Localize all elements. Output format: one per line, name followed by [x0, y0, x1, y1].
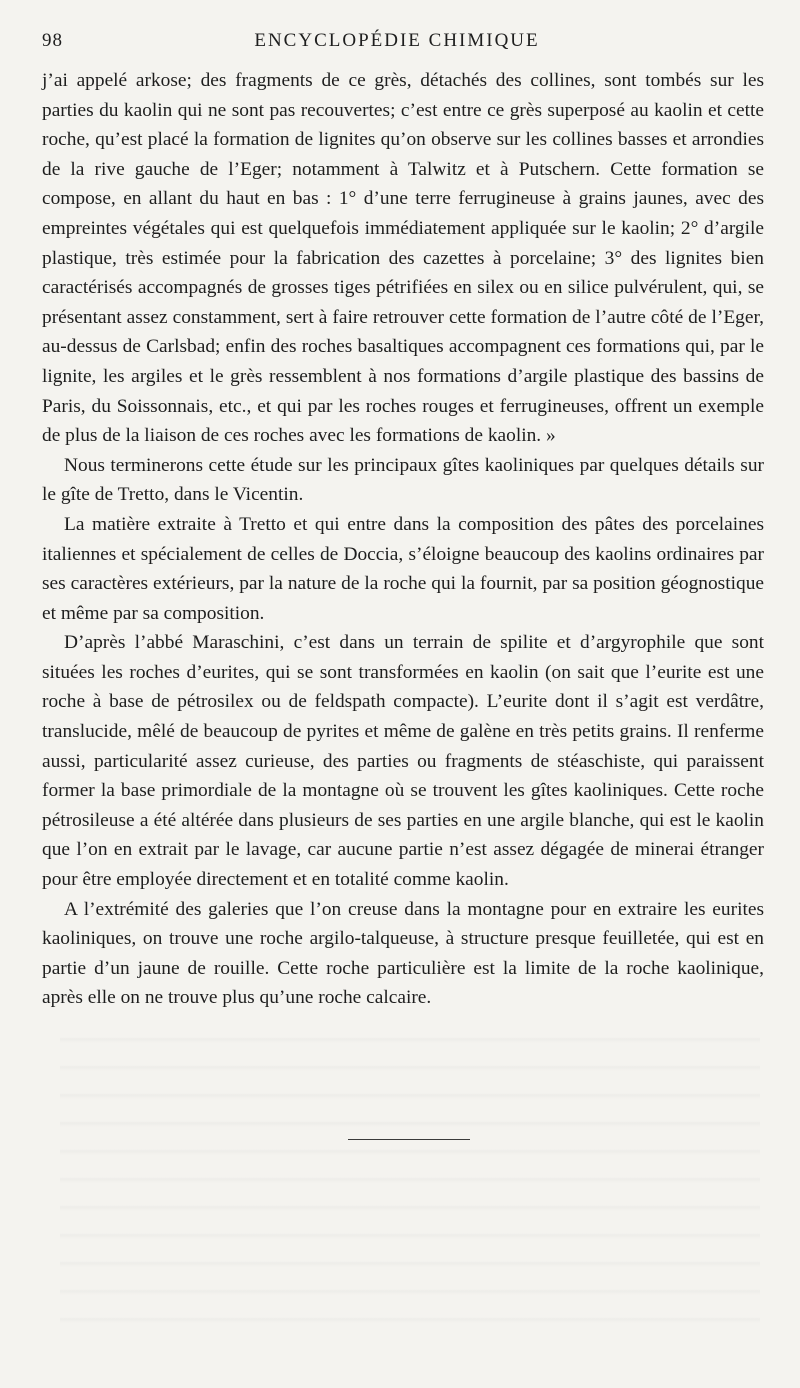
paragraph-1: j’ai appelé arkose; des fragments de ce grès, détachés des collines, sont tombés sur les parties du kaolin qui ne sont pas recouvertes; c’est entre ce grès superposé au kaolin et cette roche, qu’est placé la formation de lignites qu’on observe sur les collines basses et arrondies de la rive gauche de l’Eger; notamment à Talwitz et à Putschern. Cette formation se compose, en allant du haut en bas : 1° d’une terre ferrugineuse à grains jaunes, avec des empreintes végétales qui est quelquefois immédiatement appliquée sur le kaolin; 2° d’argile plastique, très estimée pour la fabrication des cazettes à porcelaine; 3° des lignites bien caractérisés accompagnés de grosses tiges pétrifiées en silex ou en silice pulvérulent, qui, se présentant assez constamment, sert à faire retrouver cette formation de l’autre côté de l’Eger, au-dessus de Carlsbad; enfin des roches basaltiques accompagnent ces formations qui, par le lignite, les argiles et le grès ressemblent à nos formations d’argile plastique des bassins de Paris, du Soissonnais, etc., et qui par les roches rouges et ferrugineuses, offrent un exemple de plus de la liaison de ces roches avec les formations de kaolin. » [42, 70, 764, 447]
paragraph-3: La matière extraite à Tretto et qui entre dans la composition des pâtes des porcelaines italiennes et spécialement de celles de Doccia, s’éloigne beaucoup des kaolins ordinaires par ses caractères extérieurs, par la nature de la roche qui la fournit, par sa position géognostique et même par sa composition. [42, 513, 764, 624]
paragraph-5: A l’extrémité des galeries que l’on creuse dans la montagne pour en extraire les eurites kaoliniques, on trouve une roche argilo-talqueuse, à structure presque feuilletée, qui est en partie d’un jaune de rouille. Cette roche particulière est la limite de la roche kaolinique, après elle on ne trouve plus qu’une roche calcaire. [42, 898, 764, 1009]
section-end-rule [348, 1139, 470, 1140]
paragraph-2: Nous terminerons cette étude sur les principaux gîtes kaoliniques par quelques détails sur le gîte de Tretto, dans le Vicentin. [42, 454, 764, 506]
page-header [42, 30, 764, 64]
body-text [42, 66, 764, 1013]
page-number: 98 [42, 30, 63, 51]
running-title: ENCYCLOPÉDIE CHIMIQUE [254, 30, 540, 51]
show-through-texture [60, 1015, 760, 1345]
paragraph-4: D’après l’abbé Maraschini, c’est dans un terrain de spilite et d’argyrophile que sont situées les roches d’eurites, qui se sont transformées en kaolin (on sait que l’eurite est une roche à base de pétrosilex ou de feldspath compacte). L’eurite dont il s’agit est verdâtre, translucide, mêlé de beaucoup de pyrites et même de galène en très petits grains. Il renferme aussi, particularité assez curieuse, des parties ou fragments de stéaschiste, qui paraissent former la base primordiale de la montagne où se trouvent les gîtes kaoliniques. Cette roche pétrosileuse a été altérée dans plusieurs de ses parties en une argile blanche, qui est le kaolin que l’on en extrait par le lavage, car aucune partie n’est assez dégagée de minerai étranger pour être employée directement et en totalité comme kaolin. [42, 632, 764, 891]
